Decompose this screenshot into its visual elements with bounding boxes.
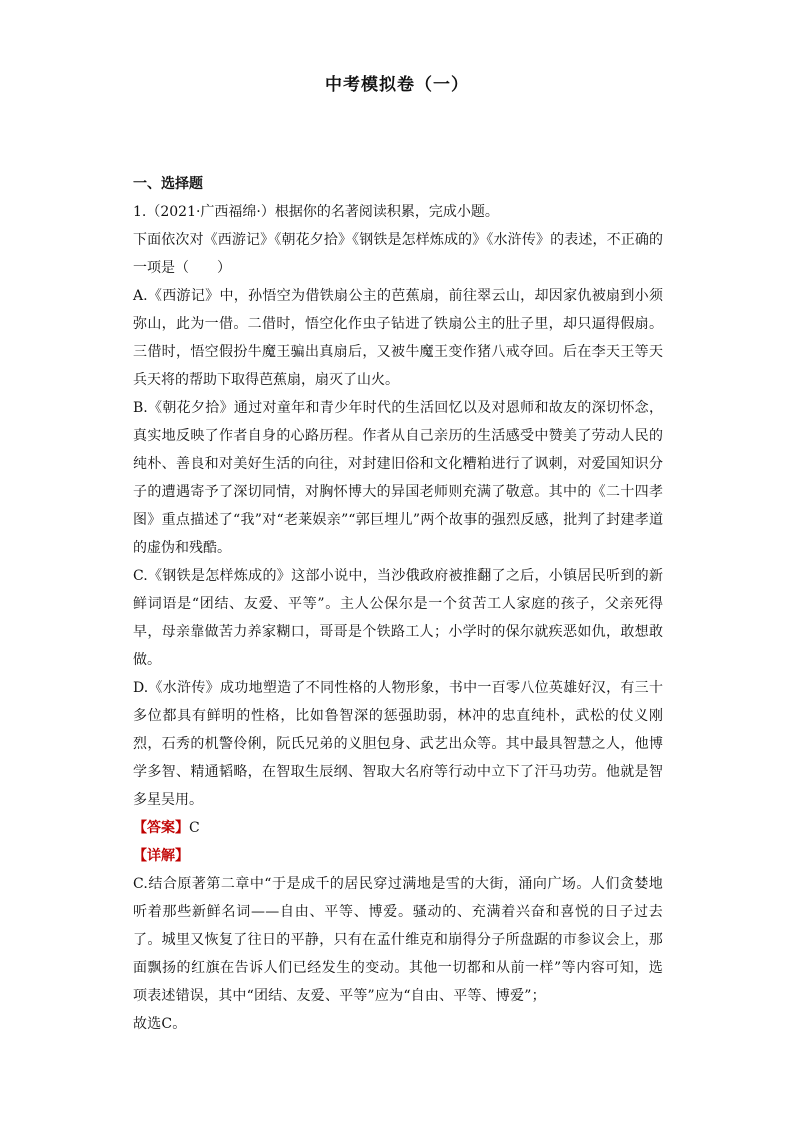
question-stem: 下面依次对《西游记》《朝花夕拾》《钢铁是怎样炼成的》《水浒传》的表述，不正确的一项是（ ） <box>133 232 663 276</box>
exam-content <box>133 170 663 1038</box>
section-heading: 一、选择题 <box>133 176 203 192</box>
answer-value: C <box>189 820 200 836</box>
question-header: 1.（2021·广西福绵·）根据你的名著阅读积累，完成小题。 <box>133 204 499 220</box>
option-c: C.《钢铁是怎样炼成的》这部小说中，当沙俄政府被推翻了之后，小镇居民听到的新鲜词语是“团结、友爱、平等”。主人公保尔是一个贫苦工人家庭的孩子，父亲死得早，母亲靠做苦力养家糊口，哥哥是个铁路工人；小学时的保尔就疾恶如仇，敢想敢做。 <box>133 568 663 668</box>
analysis-tag: 【详解】 <box>133 848 189 864</box>
answer-tag: 【答案】 <box>133 820 189 836</box>
option-b: B.《朝花夕拾》通过对童年和青少年时代的生活回忆以及对恩师和故友的深切怀念，真实地反映了作者自身的心路历程。作者从自己亲历的生活感受中赞美了劳动人民的纯朴、善良和对美好生活的向往，对封建旧俗和文化糟粕进行了讽刺，对爱国知识分子的遭遇寄予了深切同情，对胸怀博大的异国老师则充满了敬意。其中的《二十四孝图》重点描述了“我”对“老莱娱亲”“郭巨埋儿”两个故事的强烈反感，批判了封建孝道的虚伪和残酷。 <box>133 400 663 556</box>
analysis-text: C.结合原著第二章中“于是成千的居民穿过满地是雪的大街，涌向广场。人们贪婪地听着那些新鲜名词——自由、平等、博爱。骚动的、充满着兴奋和喜悦的日子过去了。城里又恢复了往日的平静，只有在孟什维克和崩得分子所盘踞的市参议会上，那面飘扬的红旗在告诉人们已经发生的变动。其他一切都和从前一样”等内容可知，选项表述错误，其中“团结、友爱、平等”应为“自由、平等、博爱”； <box>133 876 663 1004</box>
page-title: 中考模拟卷（一） <box>325 75 469 95</box>
option-d: D.《水浒传》成功地塑造了不同性格的人物形象，书中一百零八位英雄好汉，有三十多位都具有鲜明的性格，比如鲁智深的惩强助弱，林冲的忠直纯朴，武松的仗义刚烈，石秀的机警伶俐，阮氏兄弟的义胆包身、武艺出众等。其中最具智慧之人，他博学多智、精通韬略，在智取生辰纲、智取大名府等行动中立下了汗马功劳。他就是智多星吴用。 <box>133 680 663 808</box>
answer-line <box>133 814 663 842</box>
analysis-line <box>133 842 663 870</box>
option-a: A.《西游记》中，孙悟空为借铁扇公主的芭蕉扇，前往翠云山，却因家仇被扇到小须弥山，此为一借。二借时，悟空化作虫子钻进了铁扇公主的肚子里，却只逼得假扇。三借时，悟空假扮牛魔王骗出真扇后，又被牛魔王变作猪八戒夺回。后在李天王等天兵天将的帮助下取得芭蕉扇，扇灭了山火。 <box>133 288 663 388</box>
analysis-conclusion: 故选C。 <box>133 1016 187 1032</box>
